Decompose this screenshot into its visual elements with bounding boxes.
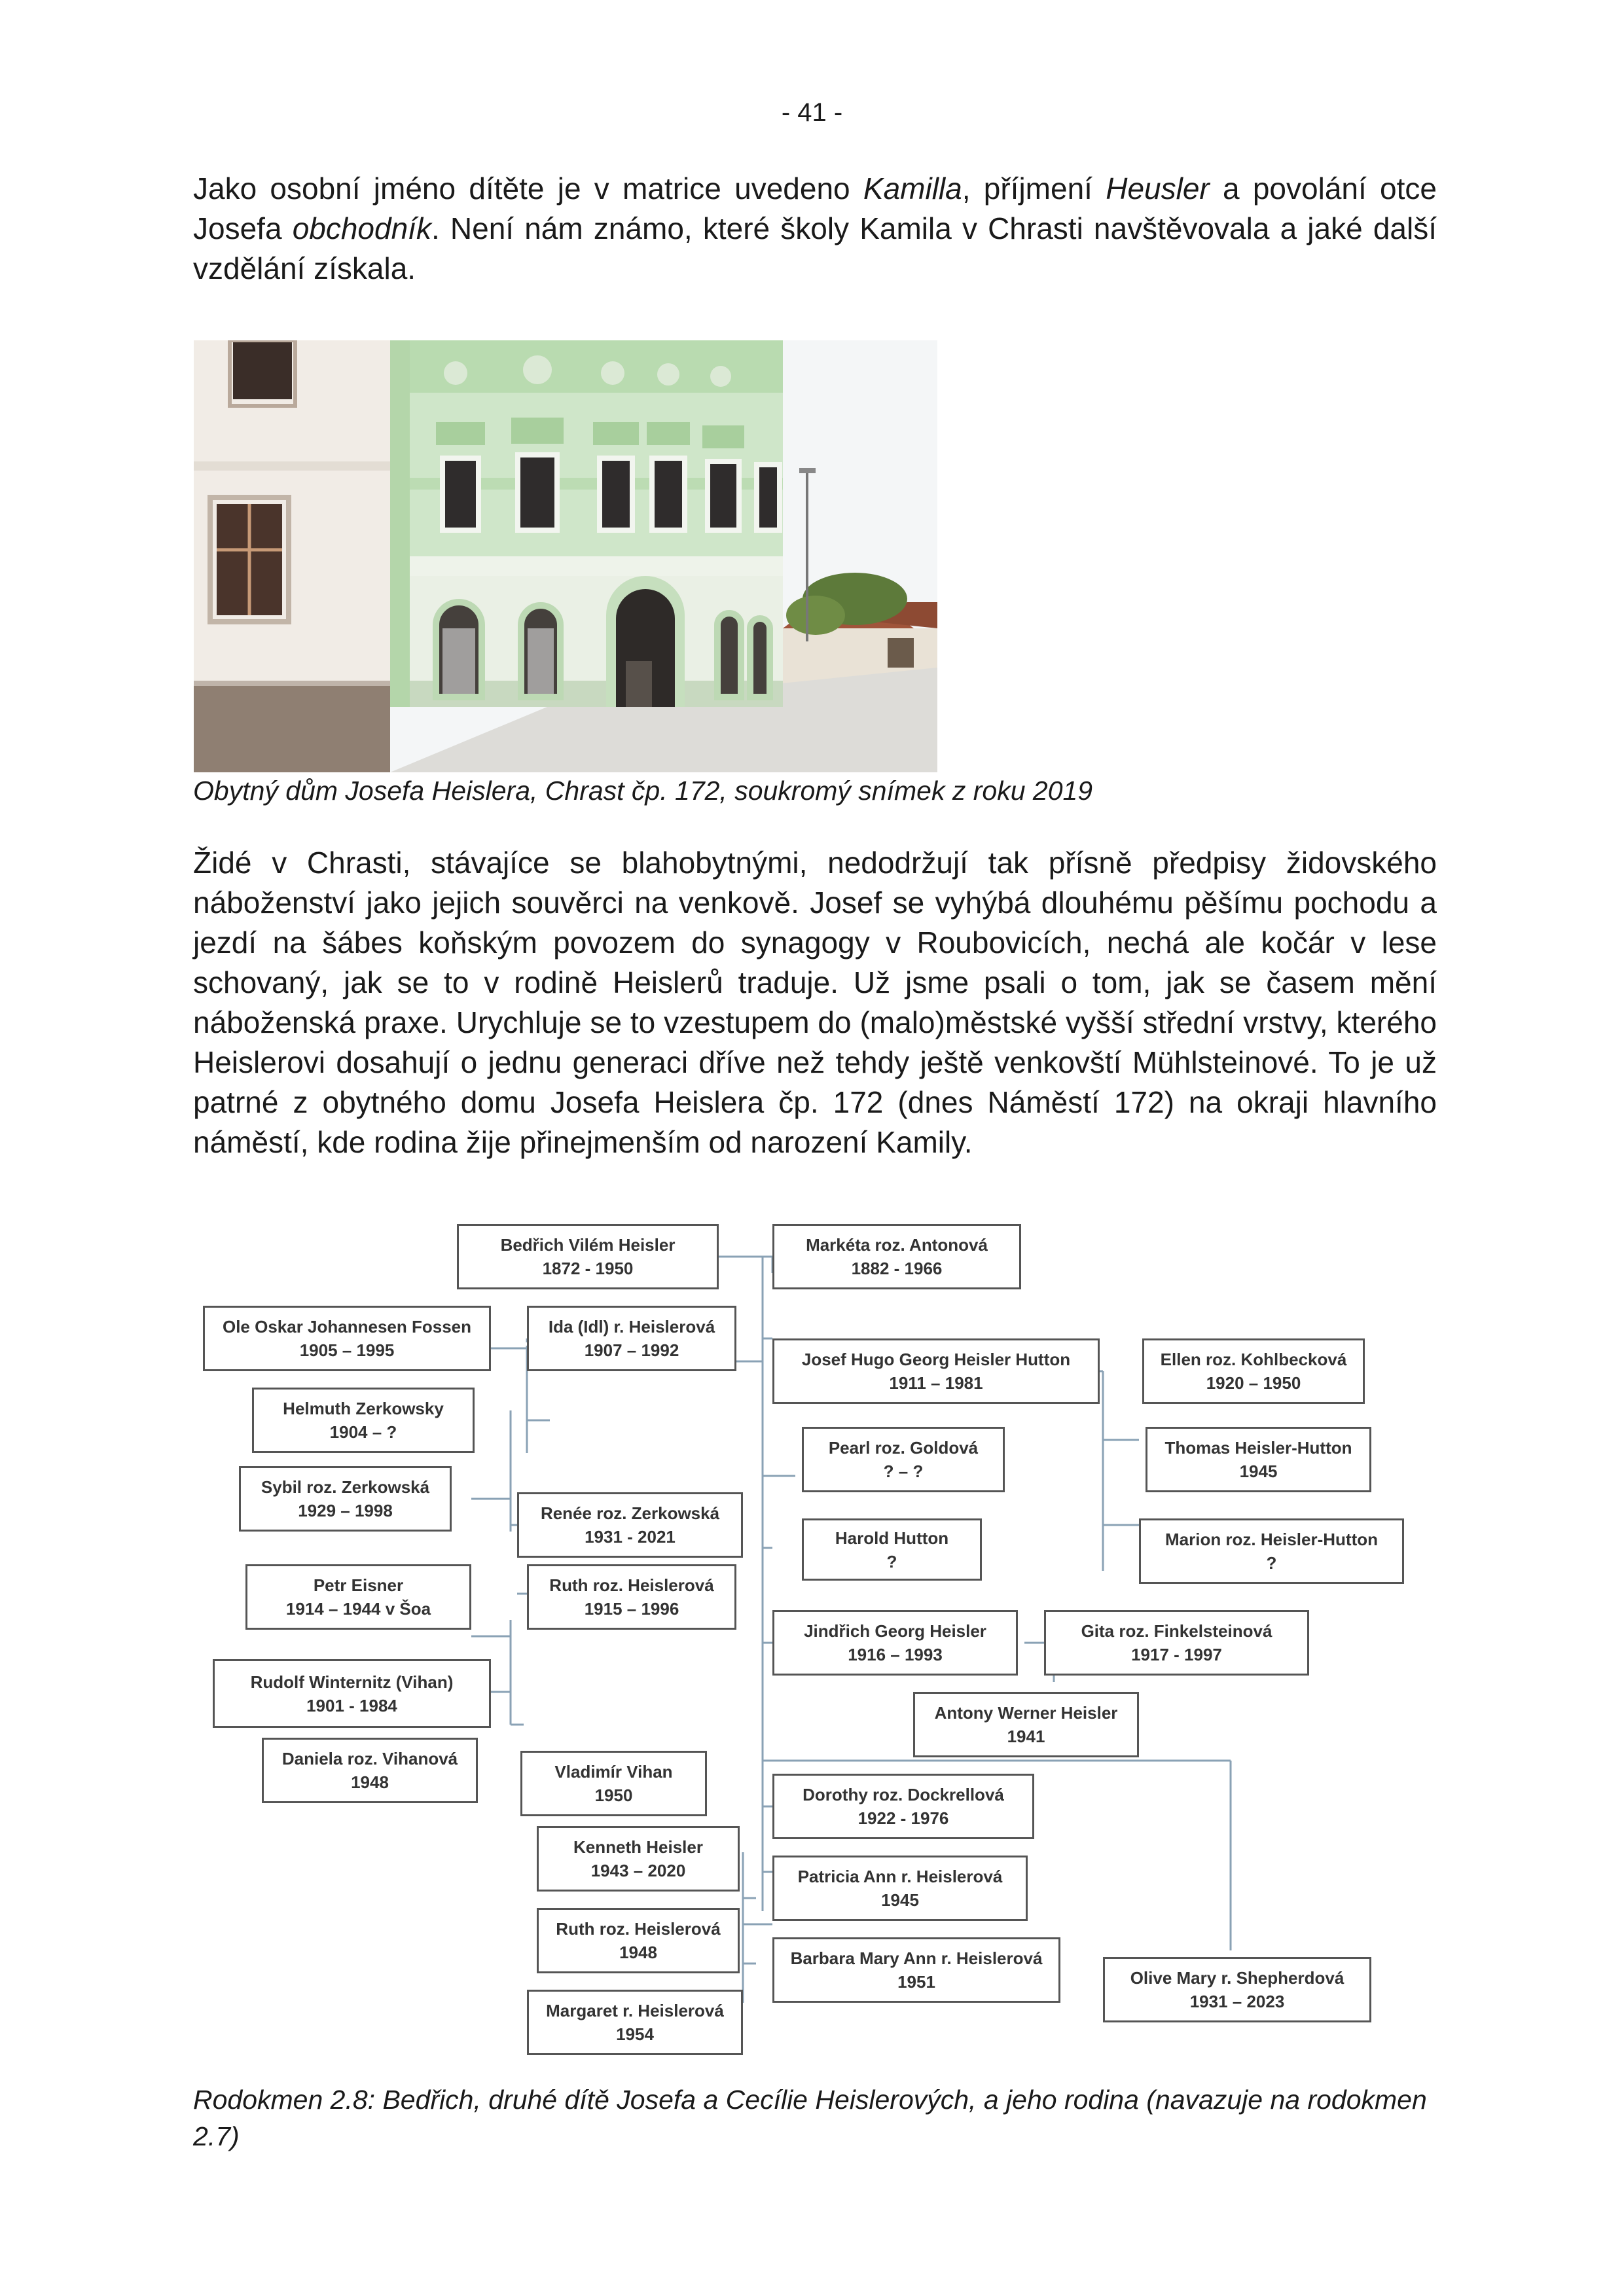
tree-node-ruth: Ruth roz. Heislerová 1915 – 1996 xyxy=(527,1564,736,1630)
tree-node-margaret: Margaret r. Heislerová 1954 xyxy=(527,1990,743,2055)
text-run: Jako osobní jméno dítěte je v matrice uvedeno xyxy=(193,171,863,206)
emphasis-kamilla: Kamilla xyxy=(863,171,962,206)
tree-node-patricia: Patricia Ann r. Heislerová 1945 xyxy=(772,1856,1028,1921)
tree-node-dorothy: Dorothy roz. Dockrellová 1922 - 1976 xyxy=(772,1774,1034,1839)
text-run: . Není nám známo, které školy Kamila v Chrasti navštěvovala a jaké další vzdělání získala. xyxy=(193,211,1437,285)
emphasis-obchodnik: obchodník xyxy=(292,211,431,245)
tree-node-ole: Ole Oskar Johannesen Fossen 1905 – 1995 xyxy=(203,1306,491,1371)
tree-node-marketa: Markéta roz. Antonová 1882 - 1966 xyxy=(772,1224,1021,1289)
tree-node-ruth2: Ruth roz. Heislerová 1948 xyxy=(537,1908,740,1973)
tree-node-gita: Gita roz. Finkelsteinová 1917 - 1997 xyxy=(1044,1610,1309,1676)
tree-node-helmuth: Helmuth Zerkowsky 1904 – ? xyxy=(252,1388,475,1453)
tree-node-olive: Olive Mary r. Shepherdová 1931 – 2023 xyxy=(1103,1957,1371,2022)
main-paragraph: Židé v Chrasti, stávajíce se blahobytnými, nedodržují tak přísně předpisy židovského náboženství jako jejich souvěrci na venkově. Josef se vyhýbá dlouhému pěšímu pochodu a jezdí na šábes koňským povozem do synagogy v Roubovicích, nechá ale kočár v lese schovaný, jak se to v rodině Heislerů traduje. Už jsme psali o tom, jak se časem mění náboženská praxe. Urychluje se to vzestupem do (malo)městské vyšší střední vrstvy, kterého Heislerovi dosahují o jednu generaci dříve než tehdy ještě venkovští Mühlsteinové. To je už patrné z obytného domu Josefa Heislera čp. 172 (dnes Náměstí 172) na okraji hlavního náměstí, kde rodina žije přinejmenším od narození Kamily. xyxy=(193,846,1437,1159)
tree-node-vladimir: Vladimír Vihan 1950 xyxy=(520,1751,707,1816)
house-photo xyxy=(194,340,937,772)
tree-node-daniela: Daniela roz. Vihanová 1948 xyxy=(262,1738,478,1803)
intro-paragraph xyxy=(193,169,1437,289)
page-number: - 41 - xyxy=(781,98,843,127)
family-tree xyxy=(196,1224,1440,2075)
tree-node-pearl: Pearl roz. Goldová ? – ? xyxy=(802,1427,1005,1492)
tree-node-rudolf: Rudolf Winternitz (Vihan) 1901 - 1984 xyxy=(213,1659,491,1728)
tree-node-barbara: Barbara Mary Ann r. Heislerová 1951 xyxy=(772,1937,1060,2003)
photo-caption: Obytný dům Josefa Heislera, Chrast čp. 172, soukromý snímek z roku 2019 xyxy=(193,776,1093,806)
tree-caption: Rodokmen 2.8: Bedřich, druhé dítě Josefa a Cecílie Heislerových, a jeho rodina (navazuje na rodokmen 2.7) xyxy=(193,2085,1427,2151)
emphasis-heusler: Heusler xyxy=(1106,171,1210,206)
tree-node-josef: Josef Hugo Georg Heisler Hutton 1911 – 1981 xyxy=(772,1338,1100,1404)
tree-node-thomas: Thomas Heisler-Hutton 1945 xyxy=(1146,1427,1371,1492)
tree-node-bedrich: Bedřich Vilém Heisler 1872 - 1950 xyxy=(457,1224,719,1289)
tree-node-ellen: Ellen roz. Kohlbecková 1920 – 1950 xyxy=(1142,1338,1365,1404)
tree-node-renee: Renée roz. Zerkowská 1931 - 2021 xyxy=(517,1492,743,1558)
tree-node-kenneth: Kenneth Heisler 1943 – 2020 xyxy=(537,1826,740,1892)
tree-node-marion: Marion roz. Heisler-Hutton ? xyxy=(1139,1518,1404,1584)
text-run: , příjmení xyxy=(962,171,1106,206)
tree-node-sybil: Sybil roz. Zerkowská 1929 – 1998 xyxy=(239,1466,452,1532)
tree-node-petr: Petr Eisner 1914 – 1944 v Šoa xyxy=(245,1564,471,1630)
tree-node-antony: Antony Werner Heisler 1941 xyxy=(913,1692,1139,1757)
tree-node-harold: Harold Hutton ? xyxy=(802,1518,982,1581)
tree-node-jindrich: Jindřich Georg Heisler 1916 – 1993 xyxy=(772,1610,1018,1676)
text-run: a povolání otce Josefa xyxy=(193,171,1437,245)
tree-node-ida: Ida (Idl) r. Heislerová 1907 – 1992 xyxy=(527,1306,736,1371)
